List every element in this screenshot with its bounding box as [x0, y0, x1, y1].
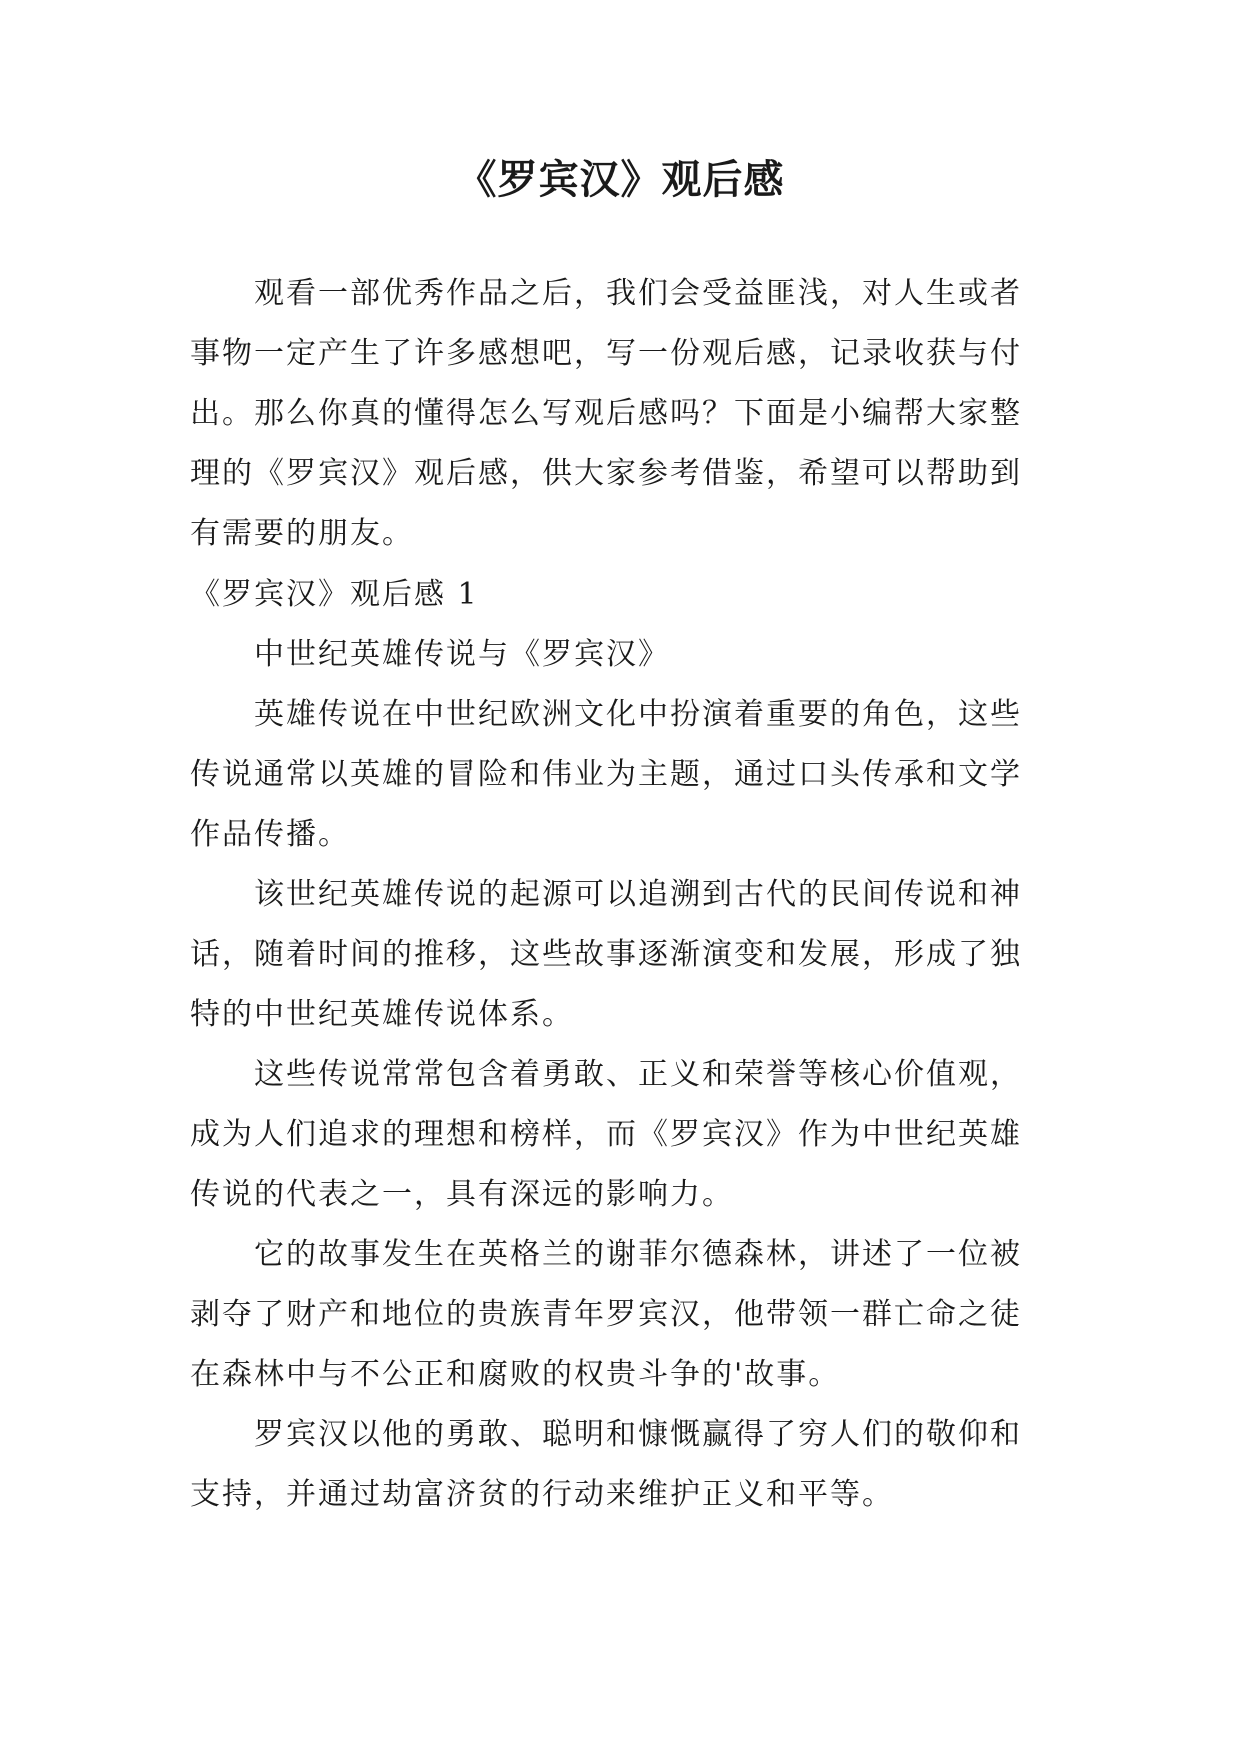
body-paragraph: 这些传说常常包含着勇敢、正义和荣誉等核心价值观，成为人们追求的理想和榜样，而《罗宾汉》作为中世纪英雄传说的代表之一，具有深远的影响力。 [190, 1057, 1022, 1212]
intro-block [190, 264, 1050, 564]
intro-paragraph: 观看一部优秀作品之后，我们会受益匪浅，对人生或者事物一定产生了许多感想吧，写一份观后感，记录收获与付出。那么你真的懂得怎么写观后感吗？下面是小编帮大家整理的《罗宾汉》观后感，供大家参考借鉴，希望可以帮助到有需要的朋友。 [190, 276, 1022, 551]
body-paragraph: 英雄传说在中世纪欧洲文化中扮演着重要的角色，这些传说通常以英雄的冒险和伟业为主题，通过口头传承和文学作品传播。 [190, 697, 1022, 852]
section-heading: 《罗宾汉》观后感 1 [190, 577, 479, 612]
body-paragraph: 它的故事发生在英格兰的谢菲尔德森林，讲述了一位被剥夺了财产和地位的贵族青年罗宾汉，他带领一群亡命之徒在森林中与不公正和腐败的权贵斗争的'故事。 [190, 1237, 1022, 1392]
document-title: 《罗宾汉》观后感 [456, 157, 785, 203]
section-1 [190, 565, 1050, 1525]
body-paragraph: 罗宾汉以他的勇敢、聪明和慷慨赢得了穷人们的敬仰和支持，并通过劫富济贫的行动来维护正义和平等。 [190, 1417, 1022, 1512]
section-subtitle: 中世纪英雄传说与《罗宾汉》 [254, 637, 670, 672]
body-paragraph: 该世纪英雄传说的起源可以追溯到古代的民间传说和神话，随着时间的推移，这些故事逐渐演变和发展，形成了独特的中世纪英雄传说体系。 [190, 877, 1022, 1032]
